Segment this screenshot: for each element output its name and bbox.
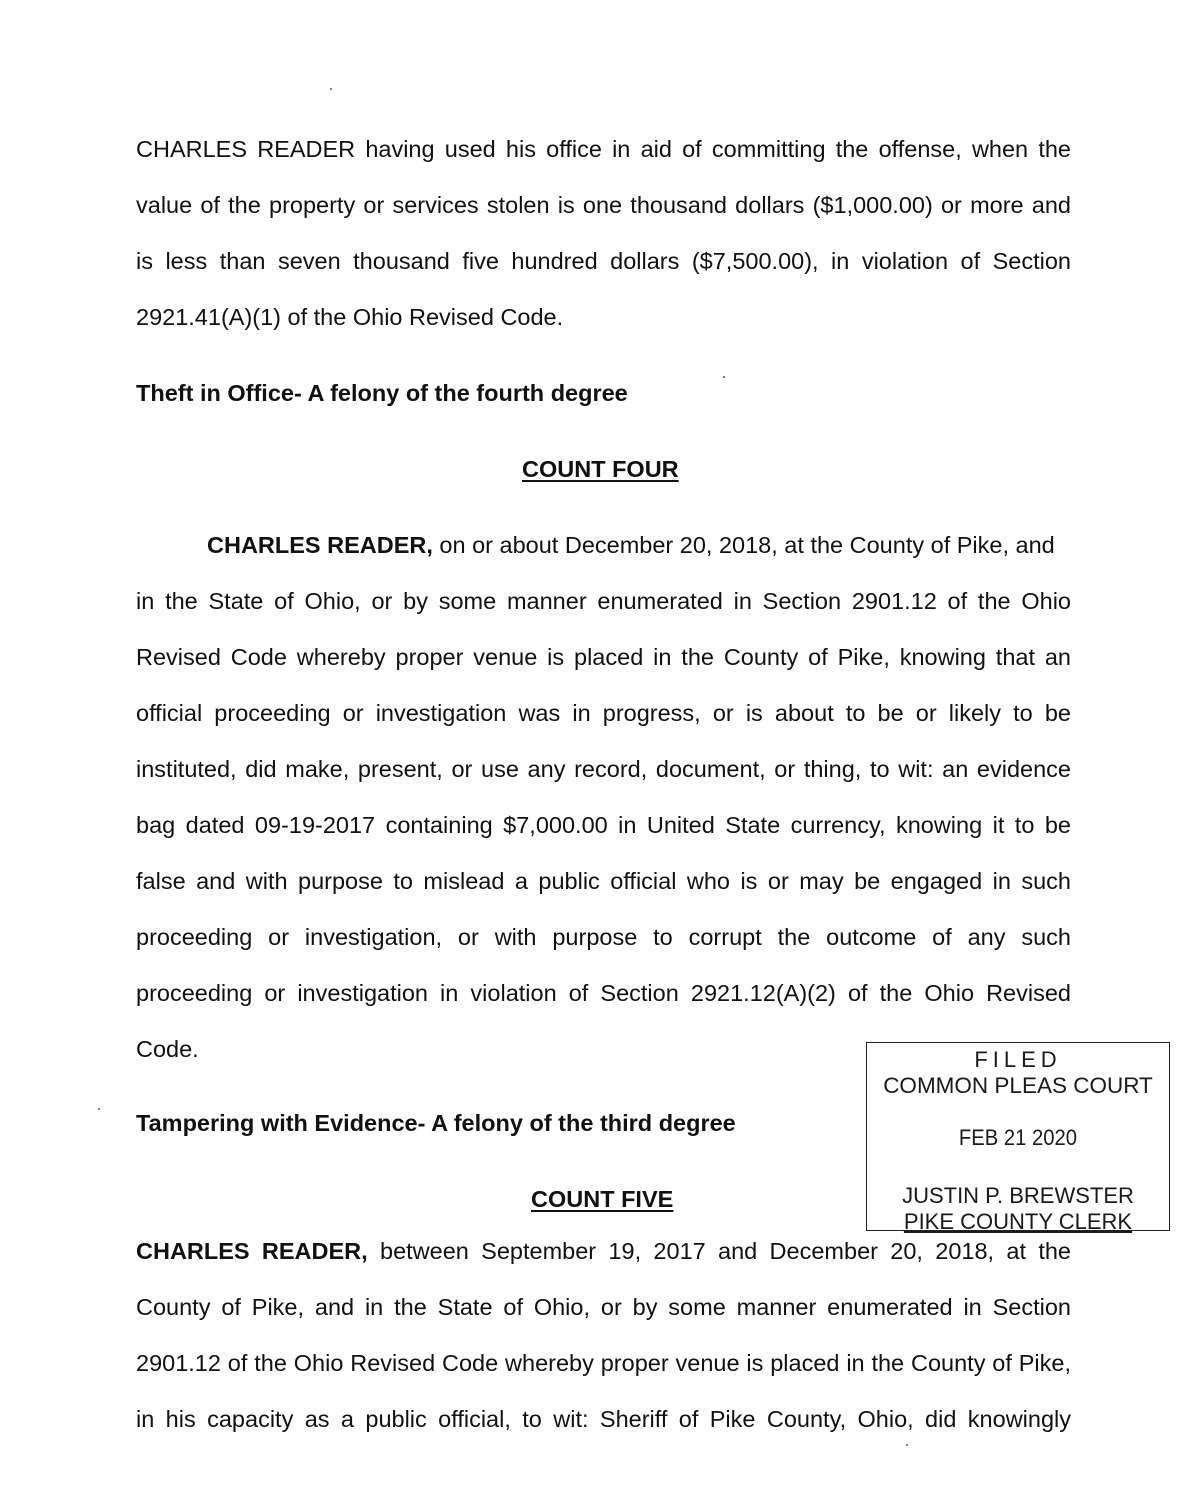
line-text: between September 19, 2017 and December 20, 2018, at the — [367, 1238, 1071, 1264]
paragraph-line: instituted, did make, present, or use any record, document, or thing, to wit: an evidence — [136, 756, 1071, 782]
stamp-clerk-title: PIKE COUNTY CLERK — [903, 1209, 1133, 1234]
defendant-name: CHARLES READER, — [136, 1238, 368, 1264]
paragraph-line: value of the property or services stolen is one thousand dollars ($1,000.00) or more and — [136, 192, 1071, 218]
scan-speck — [723, 376, 725, 378]
paragraph-line: 2921.41(A)(1) of the Ohio Revised Code. — [136, 304, 564, 330]
filed-stamp — [866, 1042, 1170, 1234]
stamp-court-name: COMMON PLEAS COURT — [883, 1073, 1153, 1098]
paragraph-line: CHARLES READER having used his office in aid of committing the offense, when the — [136, 136, 1071, 162]
paragraph-line — [207, 530, 1055, 560]
defendant-name: CHARLES READER, — [207, 532, 433, 558]
paragraph-line: false and with purpose to mislead a public official who is or may be engaged in such — [136, 868, 1071, 894]
paragraph-line — [136, 1236, 1071, 1266]
count-heading: COUNT FOUR — [522, 456, 679, 482]
charge-title: Tampering with Evidence- A felony of the third degree — [136, 1110, 736, 1136]
paragraph-line: bag dated 09-19-2017 containing $7,000.00 in United State currency, knowing it to be — [136, 812, 1071, 838]
stamp-filed-label: FILED — [974, 1047, 1062, 1072]
paragraph-line: proceeding or investigation, or with purpose to corrupt the outcome of any such — [136, 924, 1071, 950]
scan-speck — [330, 88, 332, 90]
paragraph-line: in the State of Ohio, or by some manner enumerated in Section 2901.12 of the Ohio — [136, 588, 1071, 614]
paragraph-line: in his capacity as a public official, to wit: Sheriff of Pike County, Ohio, did knowingly — [136, 1406, 1071, 1432]
paragraph-line: Code. — [136, 1036, 199, 1062]
paragraph-line: Revised Code whereby proper venue is placed in the County of Pike, knowing that an — [136, 644, 1071, 670]
charge-title: Theft in Office- A felony of the fourth degree — [136, 380, 628, 406]
scan-speck — [98, 1108, 100, 1110]
line-text: on or about December 20, 2018, at the County of Pike, and — [432, 532, 1055, 558]
count-heading: COUNT FIVE — [531, 1186, 674, 1212]
paragraph-line: County of Pike, and in the State of Ohio, or by some manner enumerated in Section — [136, 1294, 1071, 1320]
stamp-date: FEB 21 2020 — [958, 1125, 1078, 1150]
paragraph-line: 2901.12 of the Ohio Revised Code whereby proper venue is placed in the County of Pike, — [136, 1350, 1071, 1376]
paragraph-line: proceeding or investigation in violation of Section 2921.12(A)(2) of the Ohio Revised — [136, 980, 1071, 1006]
paragraph-line: official proceeding or investigation was in progress, or is about to be or likely to be — [136, 700, 1071, 726]
paragraph-line: is less than seven thousand five hundred dollars ($7,500.00), in violation of Section — [136, 248, 1071, 274]
scan-speck — [906, 1444, 908, 1446]
stamp-clerk-name: JUSTIN P. BREWSTER — [902, 1183, 1134, 1208]
